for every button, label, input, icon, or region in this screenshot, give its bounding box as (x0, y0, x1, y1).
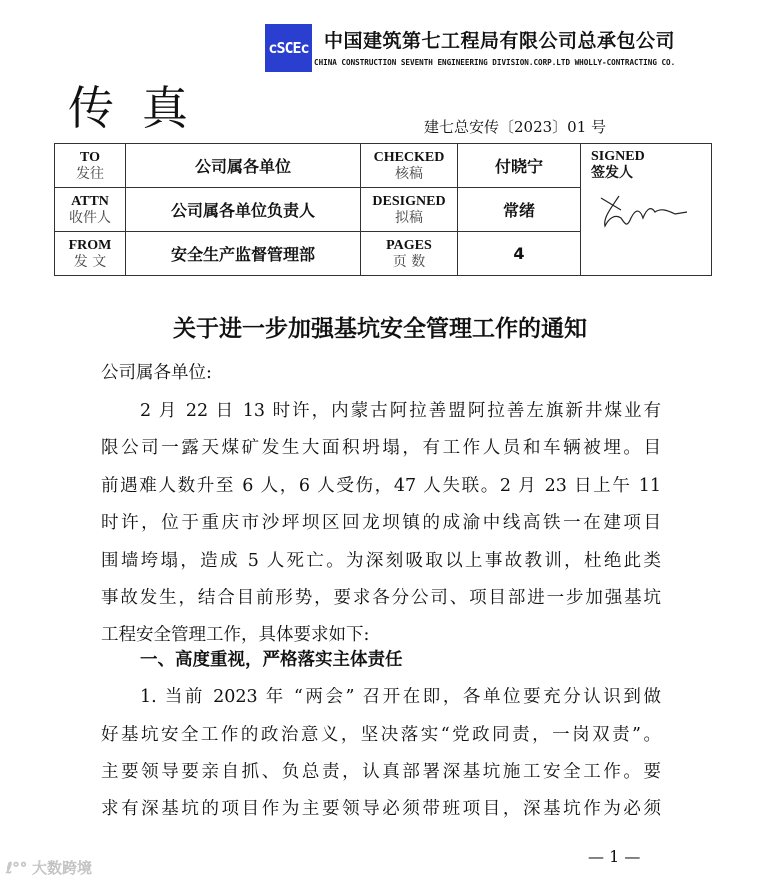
from-value: 安全生产监督管理部 (126, 232, 361, 276)
page-number: — 1 — (588, 847, 641, 866)
company-name-cn: 中国建筑第七工程局有限公司总承包公司 (324, 30, 676, 52)
designed-label: DESIGNED 拟稿 (361, 188, 458, 232)
company-name-en: CHINA CONSTRUCTION SEVENTH ENGINEERING DIVISION.CORP.LTD WHOLLY-CONTRACTING CO. (314, 58, 676, 67)
checked-label: CHECKED 核稿 (361, 144, 458, 188)
body-line: 限公司一露天煤矿发生大面积坍塌，有工作人员和车辆被埋。目 (101, 438, 661, 458)
body-line: 前遇难人数升至 6 人，6 人受伤，47 人失联。2 月 23 日上午 11 (101, 476, 661, 496)
signature-image (591, 188, 701, 238)
section-heading: 一、高度重视，严格落实主体责任 (140, 650, 403, 670)
to-value: 公司属各单位 (126, 144, 361, 188)
body-line: 2 月 22 日 13 时许，内蒙古阿拉善盟阿拉善左旗新井煤业有 (140, 401, 661, 421)
body-line: 求有深基坑的项目作为主要领导必须带班项目，深基坑作为必须 (101, 799, 661, 819)
signed-cell: SIGNED 签发人 (581, 144, 712, 276)
from-label: FROM 发 文 (55, 232, 126, 276)
document-number: 建七总安传〔2023〕01 号 (424, 118, 607, 136)
body-line: 时许，位于重庆市沙坪坝区回龙坝镇的成渝中线高铁一在建项目 (101, 513, 661, 533)
body-line: 主要领导要亲自抓、负总责，认真部署深基坑施工安全工作。要 (101, 762, 661, 782)
body-line: 1. 当前 2023 年 “两会” 召开在即，各单位要充分认识到做 (140, 687, 661, 707)
salutation: 公司属各单位: (101, 363, 212, 383)
company-logo: cSCEc (265, 24, 312, 72)
watermark-logo-icon: ℓ°° (6, 859, 28, 877)
body-line: 围墙垮塌，造成 5 人死亡。为深刻吸取以上事故教训，杜绝此类 (101, 551, 661, 571)
checked-value: 付晓宁 (458, 144, 581, 188)
body-line: 工程安全管理工作，具体要求如下: (101, 625, 370, 645)
attn-value: 公司属各单位负责人 (126, 188, 361, 232)
watermark: ℓ°° 大数跨境 (6, 859, 92, 877)
pages-label: PAGES 页 数 (361, 232, 458, 276)
fax-header-table (54, 143, 712, 276)
to-label: TO 发往 (55, 144, 126, 188)
body-line: 事故发生，结合目前形势，要求各分公司、项目部进一步加强基坑 (101, 588, 661, 608)
body-line: 好基坑安全工作的政治意义，坚决落实“党政同责，一岗双责”。 (101, 725, 661, 745)
pages-value: 4 (458, 232, 581, 276)
fax-title: 传真 (68, 81, 216, 135)
notice-title: 关于进一步加强基坑安全管理工作的通知 (173, 315, 587, 342)
attn-label: ATTN 收件人 (55, 188, 126, 232)
designed-value: 常绪 (458, 188, 581, 232)
